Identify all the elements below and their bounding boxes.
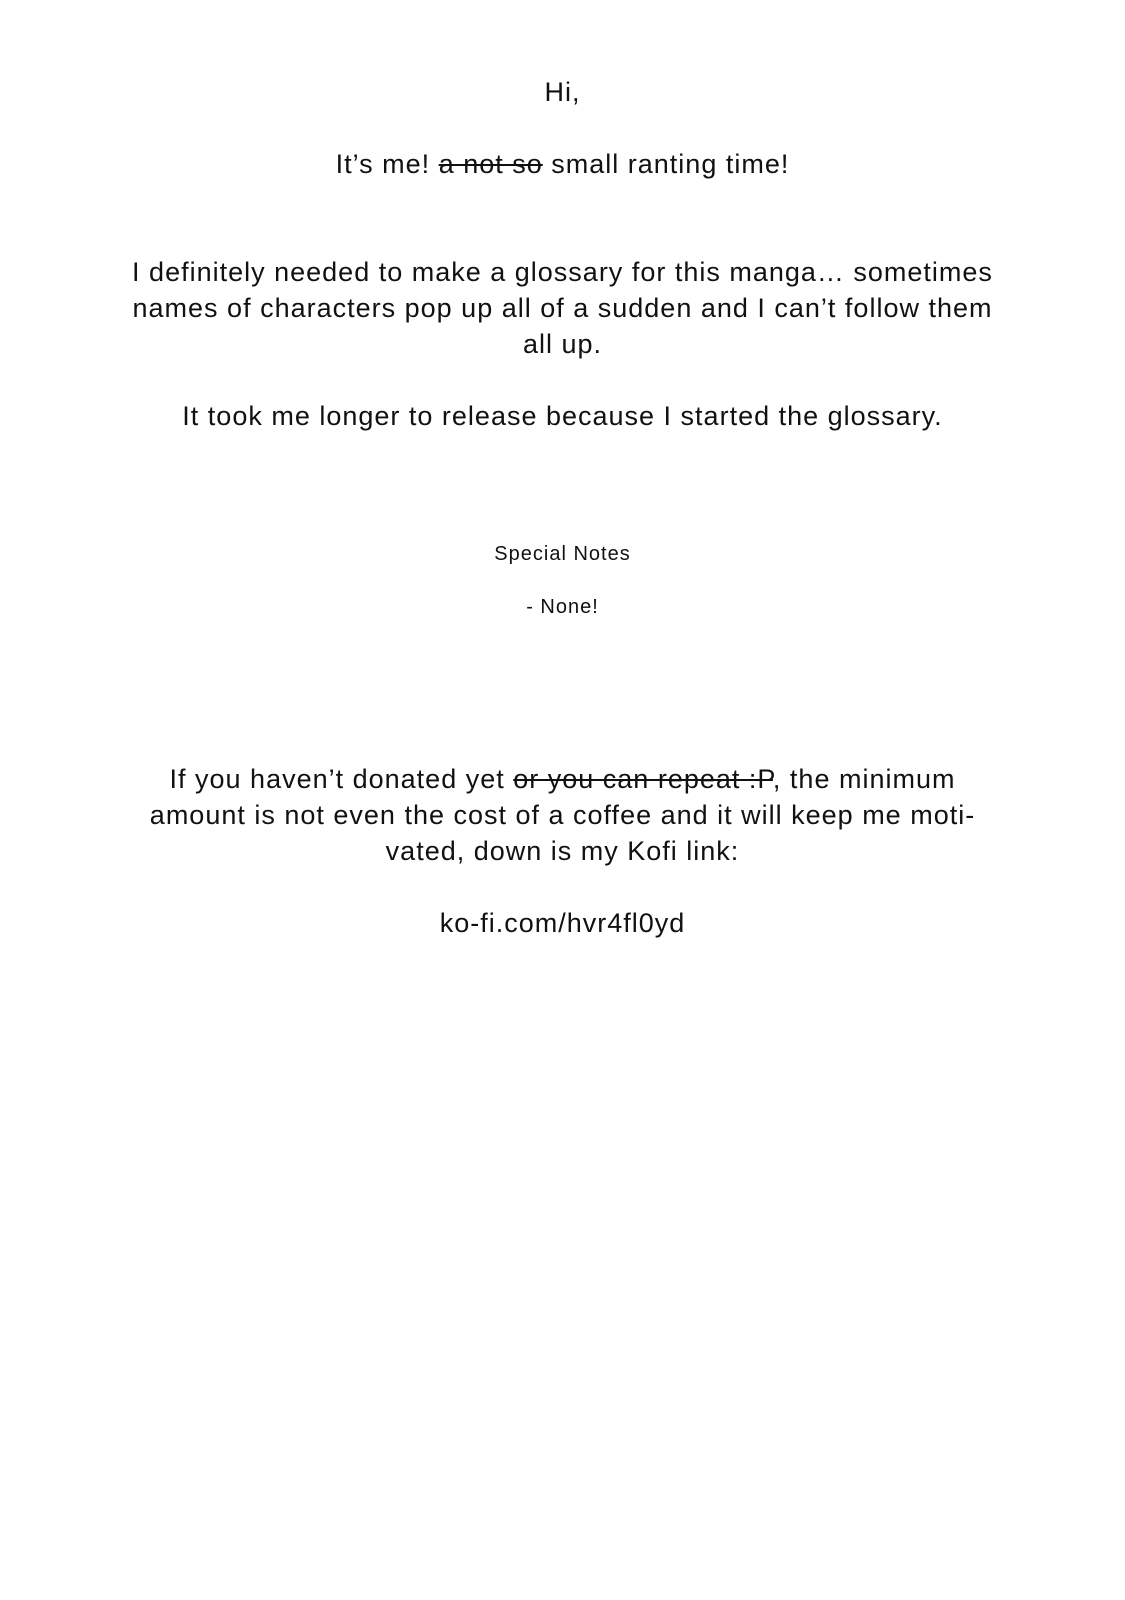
intro-line <box>0 146 1125 182</box>
paragraph1-line3: all up. <box>522 329 603 359</box>
paragraph2: It took me longer to release because I started the glossary. <box>182 401 943 431</box>
special-notes-heading: Special Notes <box>494 543 631 565</box>
greeting: Hi, <box>544 77 581 107</box>
donation-line3: vated, down is my Kofi link: <box>385 836 740 866</box>
paragraph1-line1: I definitely needed to make a glossary for this manga… sometimes <box>132 257 993 287</box>
donation-line1 <box>0 761 1125 797</box>
intro-after: small ranting time! <box>542 149 790 179</box>
donation-before: If you haven’t donated yet <box>169 764 514 794</box>
donation-struck-text: or you can repeat :P <box>513 764 773 794</box>
intro-before: It’s me! <box>335 149 439 179</box>
intro-struck-text: a not so <box>438 149 543 179</box>
kofi-link: ko-fi.com/hvr4fl0yd <box>439 908 686 938</box>
donation-after: , the minimum <box>772 764 956 794</box>
paragraph1-line2: names of characters pop up all of a sudden and I can’t follow them <box>132 293 993 323</box>
special-notes-item: - None! <box>526 596 599 618</box>
donation-line2: amount is not even the cost of a coffee and it will keep me moti- <box>149 800 976 830</box>
